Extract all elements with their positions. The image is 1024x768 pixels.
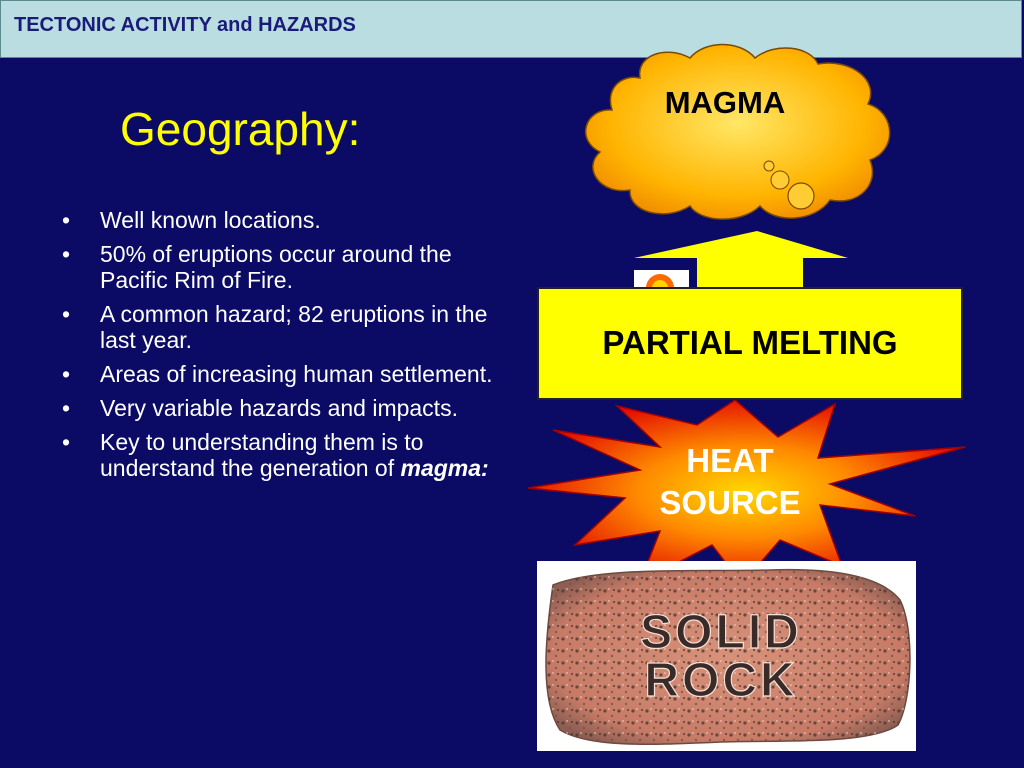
bullet-dot: • xyxy=(62,207,71,233)
solid-rock-line2: ROCK xyxy=(644,654,798,707)
list-item-text: Well known locations. xyxy=(100,207,321,233)
header-title: TECTONIC ACTIVITY and HAZARDS xyxy=(14,14,356,36)
magma-label: MAGMA xyxy=(664,85,786,120)
list-item-text: Very variable hazards and impacts. xyxy=(100,395,458,421)
list-item-text: A common hazard; 82 eruptions in the last year. xyxy=(100,301,488,353)
heat-source-line2: SOURCE xyxy=(659,484,801,521)
magma-emphasis: magma: xyxy=(400,455,489,481)
partial-melting-label: PARTIAL MELTING xyxy=(602,324,898,361)
solid-rock-line1: SOLID xyxy=(640,606,802,659)
bullet-dot: • xyxy=(62,301,71,327)
list-item-text: Key to understanding them is to understand the generation of xyxy=(100,429,424,481)
magma-cloud-icon xyxy=(586,45,890,220)
list-item-text: 50% of eruptions occur around the Pacific Rim of Fire. xyxy=(100,241,452,293)
bullet-dot: • xyxy=(62,361,71,387)
heat-source-label xyxy=(630,440,830,524)
bullet-dot: • xyxy=(62,429,71,455)
bullet-dot: • xyxy=(62,395,71,421)
bullet-dot: • xyxy=(62,241,71,267)
list-item-text: Areas of increasing human settlement. xyxy=(100,361,493,387)
slide-heading: Geography: xyxy=(120,103,361,155)
heat-source-line1: HEAT xyxy=(686,442,774,479)
